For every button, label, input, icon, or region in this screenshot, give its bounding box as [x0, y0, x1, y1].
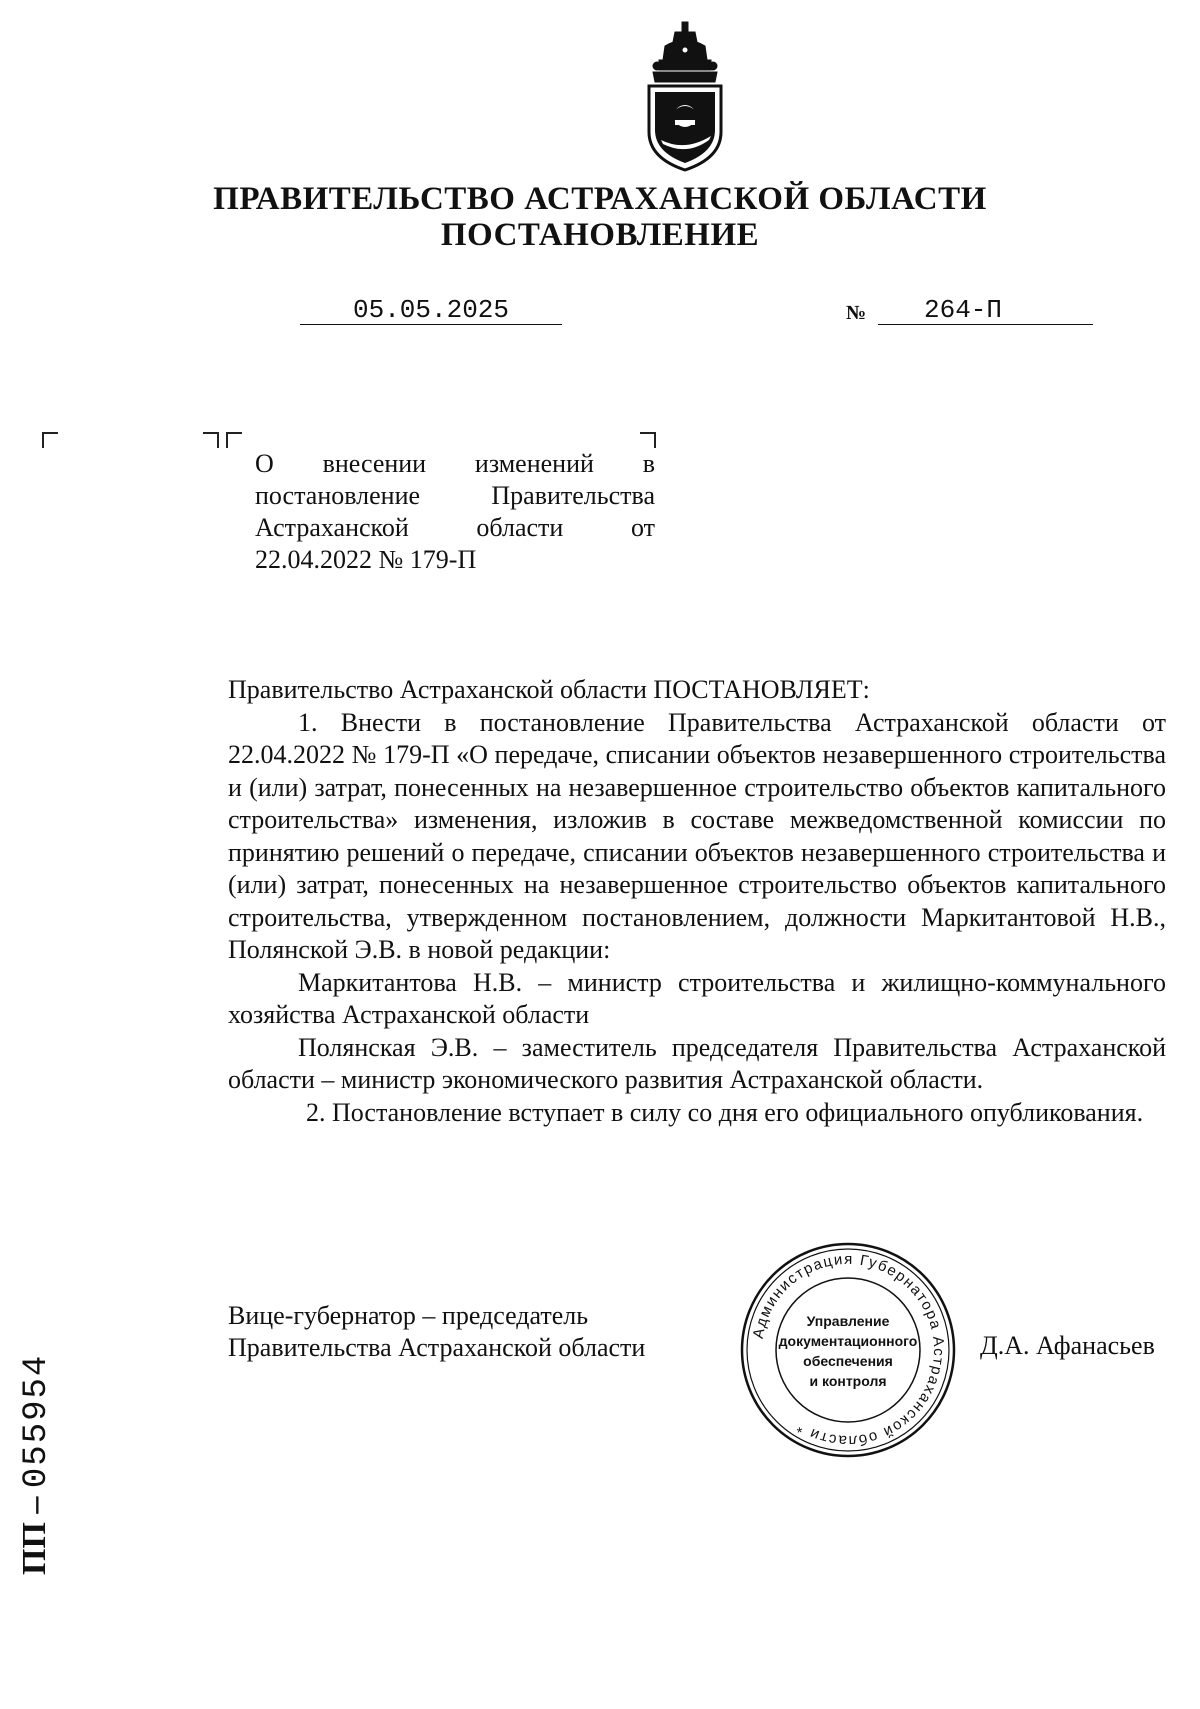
- serial-number: [15, 1315, 55, 1575]
- stamp-line-3: обеспечения: [803, 1353, 893, 1369]
- signatory-position-line-1: Вице-губернатор – председатель: [228, 1301, 589, 1330]
- corner-mark: [42, 432, 58, 448]
- svg-text:Администрация Губернатора Астр: [750, 1251, 947, 1449]
- stamp-line-4: и контроля: [809, 1373, 887, 1389]
- stamp-line-1: Управление: [806, 1313, 890, 1329]
- signatory-position-line-2: Правительства Астраханской области: [228, 1333, 646, 1362]
- body-item-1: 1. Внести в постановление Правительства Астраханской области от 22.04.2022 № 179-П «О передаче, списании объектов незавершенного строительства и (или) затрат, понесенных на незавершенное строительство объектов капитального строительства» изменения, изложив в составе межведомственной комиссии по принятию решений о передаче, списании объектов незавершенного строительства и (или) затрат, понесенных на незавершенное строительство объектов капитального строительства, утвержденном постановлением, должности Маркитантовой Н.В., Полянской Э.В. в новой редакции:: [228, 707, 1166, 964]
- document-type-title: ПОСТАНОВЛЕНИЕ: [440, 217, 760, 253]
- corner-mark: [226, 432, 242, 448]
- commission-member-1: Маркитантова Н.В. – министр строительства и жилищно-коммунального хозяйства Астраханской области: [228, 967, 1166, 1029]
- serial-value: 055954: [18, 1353, 56, 1489]
- signatory-name: Д.А. Афанасьев: [980, 1331, 1155, 1360]
- commission-member-2: Полянская Э.В. – заместитель председателя Правительства Астраханской области – министр экономического развития Астраханской области.: [228, 1032, 1166, 1094]
- body-item-2: 2. Постановление вступает в силу со дня его официального опубликования.: [306, 1097, 1144, 1127]
- corner-mark: [640, 432, 656, 448]
- stamp-ring-text: Администрация Губернатора Астраханской области *: [749, 1250, 948, 1450]
- corner-mark: [203, 432, 219, 448]
- stamp-line-2: документационного: [778, 1333, 918, 1349]
- signatory-position: [228, 1300, 708, 1364]
- document-body: [228, 674, 1166, 1129]
- document-date: 05.05.2025: [300, 296, 562, 325]
- body-intro: Правительство Астраханской области ПОСТАНОВЛЯЕТ:: [228, 675, 870, 704]
- document-number: 264-П: [924, 295, 1003, 325]
- organization-title: ПРАВИТЕЛЬСТВО АСТРАХАНСКОЙ ОБЛАСТИ: [213, 181, 987, 217]
- office-stamp: [738, 1240, 958, 1460]
- serial-prefix: ПП –: [16, 1496, 53, 1575]
- number-sign: №: [846, 302, 867, 324]
- document-number-field: [878, 296, 1093, 325]
- document-subject: О внесении изменений в постановление Правительства Астраханской области от 22.04.2022 № 179-П: [255, 449, 655, 574]
- coat-of-arms-icon: [635, 20, 735, 172]
